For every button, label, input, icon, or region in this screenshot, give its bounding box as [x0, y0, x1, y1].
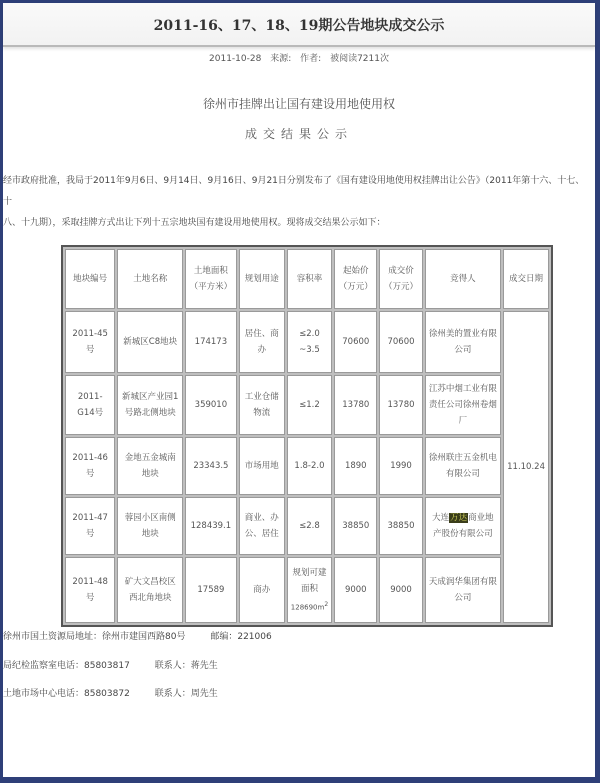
deal-price: 13780 — [379, 375, 422, 435]
col-start-price-line2: （万元） — [338, 282, 373, 292]
col-start-price-line1: 起始价 — [343, 266, 369, 276]
deal-price: 9000 — [379, 557, 422, 623]
document-frame — [3, 3, 595, 777]
footer-market-line — [3, 686, 240, 699]
inspection-contact: 联系人：蒋先生 — [154, 661, 218, 671]
planned-use: 居住、商办 — [239, 311, 285, 373]
deal-price: 1990 — [379, 437, 422, 495]
planned-use: 商办 — [239, 557, 285, 623]
doc-heading: 徐州市挂牌出让国有建设用地使用权 — [202, 97, 395, 111]
col-parcel-no: 地块编号 — [65, 249, 115, 309]
col-winner: 竞得人 — [425, 249, 501, 309]
title-bar — [3, 3, 595, 47]
plot-ratio-line1: ≤2.0 — [299, 329, 320, 339]
col-land-name: 土地名称 — [117, 249, 183, 309]
col-area-line1: 土地面积 — [193, 266, 228, 276]
col-area — [185, 249, 237, 309]
area: 23343.5 — [185, 437, 237, 495]
col-plot-ratio: 容积率 — [287, 249, 332, 309]
watermark-icon — [549, 741, 589, 771]
parcel-no: 2011-46号 — [65, 437, 115, 495]
winner: 江苏中烟工业有限责任公司徐州卷烟厂 — [425, 375, 501, 435]
table-row — [65, 557, 549, 623]
col-deal-price — [379, 249, 422, 309]
plot-ratio: ≤1.2 — [287, 375, 332, 435]
col-deal-price-line1: 成交价 — [388, 266, 414, 276]
author-label: 作者: — [300, 54, 322, 64]
results-table — [61, 245, 553, 627]
publish-date: 2011-10-28 — [209, 54, 262, 64]
table-header-row — [65, 249, 549, 309]
area: 17589 — [185, 557, 237, 623]
source-label: 来源: — [270, 54, 292, 64]
planned-use: 市场用地 — [239, 437, 285, 495]
parcel-no: 2011-45号 — [65, 311, 115, 373]
start-price: 9000 — [334, 557, 377, 623]
start-price: 70600 — [334, 311, 377, 373]
land-name: 金地五金城南地块 — [117, 437, 183, 495]
col-deal-price-line2: （万元） — [384, 282, 419, 292]
start-price: 13780 — [334, 375, 377, 435]
intro-line-2: 八、十九期），采取挂牌方式出让下列十五宗地块国有建设用地使用权。现将成交结果公示如下： — [3, 218, 386, 228]
postcode: 邮编：221006 — [210, 632, 272, 642]
table-row — [65, 497, 549, 555]
table-row — [65, 311, 549, 373]
plot-ratio: ≤2.8 — [287, 497, 332, 555]
highlighted-text: 万达 — [450, 513, 468, 523]
winner — [425, 497, 501, 555]
area: 359010 — [185, 375, 237, 435]
winner: 徐州联庄五金机电有限公司 — [425, 437, 501, 495]
table-row — [65, 375, 549, 435]
col-planned-use: 规划用途 — [239, 249, 285, 309]
winner-prefix: 大连 — [432, 513, 450, 523]
plot-ratio-line2: 面积 — [300, 583, 318, 594]
deal-price: 38850 — [379, 497, 422, 555]
parcel-no: 2011-47号 — [65, 497, 115, 555]
footer-address-line — [3, 629, 294, 642]
view-count: 被阅读7211次 — [330, 54, 389, 64]
deal-date: 11.10.24 — [503, 311, 549, 623]
plot-ratio: 1.8-2.0 — [287, 437, 332, 495]
table-row — [65, 437, 549, 495]
footer-inspection-line — [3, 658, 240, 671]
col-area-line2: （平方米） — [189, 282, 233, 292]
page-title: 2011-16、17、18、19期公告地块成交公示 — [153, 18, 445, 34]
superscript: 2 — [324, 600, 329, 608]
plot-ratio — [287, 311, 332, 373]
area: 174173 — [185, 311, 237, 373]
col-start-price — [334, 249, 377, 309]
address: 徐州市国土资源局地址：徐州市建国西路80号 — [3, 632, 186, 642]
parcel-no: 2011-48号 — [65, 557, 115, 623]
plot-ratio-line1: 规划可建 — [292, 567, 327, 578]
plot-ratio — [287, 557, 332, 623]
land-name: 新城区产业园1号路北侧地块 — [117, 375, 183, 435]
winner: 徐州美的置业有限公司 — [425, 311, 501, 373]
winner-suffix: 商业地产股份有限公司 — [433, 513, 494, 539]
market-phone: 土地市场中心电话：85803872 — [3, 689, 130, 699]
inspection-phone: 局纪检监察室电话：85803817 — [3, 661, 130, 671]
intro-line-1: 经市政府批准，我局于2011年9月6日、9月14日、9月16日、9月21日分别发布了《国有建设用地使用权挂牌出让公告》（2011年第十六、十七、十 — [3, 176, 585, 207]
doc-subheading: 成交结果公示 — [244, 127, 353, 141]
market-contact: 联系人：周先生 — [154, 689, 218, 699]
start-price: 1890 — [334, 437, 377, 495]
area: 128439.1 — [185, 497, 237, 555]
land-name: 蓉园小区南侧地块 — [117, 497, 183, 555]
start-price: 38850 — [334, 497, 377, 555]
land-name: 新城区C8地块 — [117, 311, 183, 373]
deal-price: 70600 — [379, 311, 422, 373]
plot-ratio-line3 — [291, 597, 328, 615]
intro-paragraph — [3, 171, 593, 234]
planned-use: 商业、办公、居住 — [239, 497, 285, 555]
land-name: 矿大文昌校区西北角地块 — [117, 557, 183, 623]
winner: 天成润华集团有限公司 — [425, 557, 501, 623]
plot-ratio-line2: ~3.5 — [299, 345, 320, 355]
buildable-area: 128690m — [290, 603, 325, 612]
planned-use: 工业仓储物流 — [239, 375, 285, 435]
parcel-no: 2011-G14号 — [65, 375, 115, 435]
article-meta — [3, 51, 595, 64]
col-deal-date: 成交日期 — [503, 249, 549, 309]
